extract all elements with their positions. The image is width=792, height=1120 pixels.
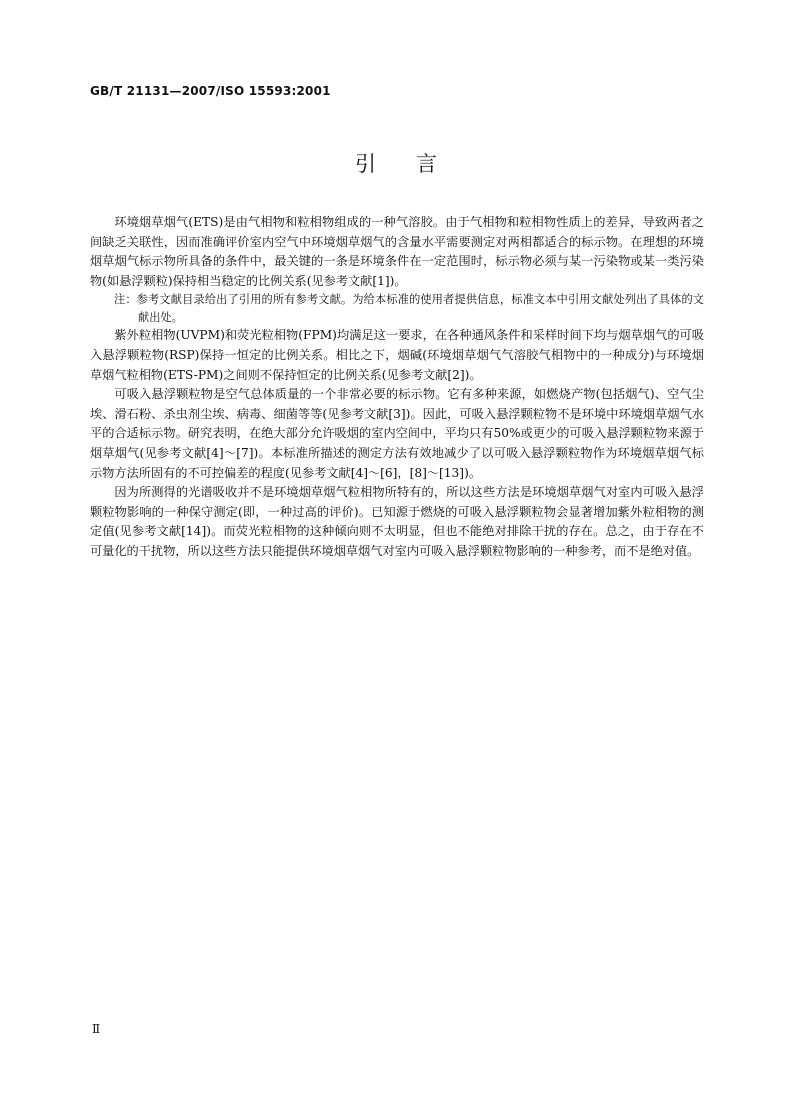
standard-code-header: GB/T 21131—2007/ISO 15593:2001	[90, 84, 331, 98]
page-number: Ⅱ	[92, 1022, 101, 1036]
note: 注：参考文献目录给出了引用的所有参考文献。为给本标准的使用者提供信息，标准文本中引用文献处列出了具体的文献出处。	[114, 293, 704, 324]
paragraph-4: 因为所测得的光谱吸收并不是环境烟草烟气粒相物所特有的，所以这些方法是环境烟草烟气对室内可吸入悬浮颗粒物影响的一种保守测定(即，一种过高的评价)。已知源于燃烧的可吸入悬浮颗粒物会显著增加紫外粒相物的测定值(见参考文献[14])。而荧光粒相物的这种倾向则不太明显，但也不能绝对排除干扰的存在。总之，由于存在不可量化的干扰物，所以这些方法只能提供环境烟草烟气对室内可吸入悬浮颗粒物影响的一种参考，而不是绝对值。	[90, 485, 704, 558]
paragraph-3: 可吸入悬浮颗粒物是空气总体质量的一个非常必要的标示物。它有多种来源，如燃烧产物(包括烟气)、空气尘埃、滑石粉、杀虫剂尘埃、病毒、细菌等等(见参考文献[3])。因此，可吸入悬浮颗粒物不是环境中环境烟草烟气水平的合适标示物。研究表明，在绝大部分允许吸烟的室内空间中，平均只有50%或更少的可吸入悬浮颗粒物来源于烟草烟气(见参考文献[4]～[7])。本标准所描述的测定方法有效地减少了以可吸入悬浮颗粒物作为环境烟草烟气标示物方法所固有的不可控偏差的程度(见参考文献[4]～[6]，[8]～[13])。	[90, 387, 704, 480]
paragraph-1: 环境烟草烟气(ETS)是由气相物和粒相物组成的一种气溶胶。由于气相物和粒相物性质上的差异，导致两者之间缺乏关联性，因而准确评价室内空气中环境烟草烟气的含量水平需要测定对两相都适合的标示物。在理想的环境烟草烟气标示物所具备的条件中，最关键的一条是环境条件在一定范围时，标示物必须与某一污染物或某一类污染物(如悬浮颗粒)保持相当稳定的比例关系(见参考文献[1])。	[90, 215, 704, 288]
paragraph-2: 紫外粒相物(UVPM)和荧光粒相物(FPM)均满足这一要求，在各种通风条件和采样时间下均与烟草烟气的可吸入悬浮颗粒物(RSP)保持一恒定的比例关系。相比之下，烟碱(环境烟草烟气气溶胶气相物中的一种成分)与环境烟草烟气粒相物(ETS-PM)之间则不保持恒定的比例关系(见参考文献[2])。	[90, 328, 704, 382]
page-title: 引言	[355, 152, 477, 176]
document-body	[90, 213, 704, 562]
